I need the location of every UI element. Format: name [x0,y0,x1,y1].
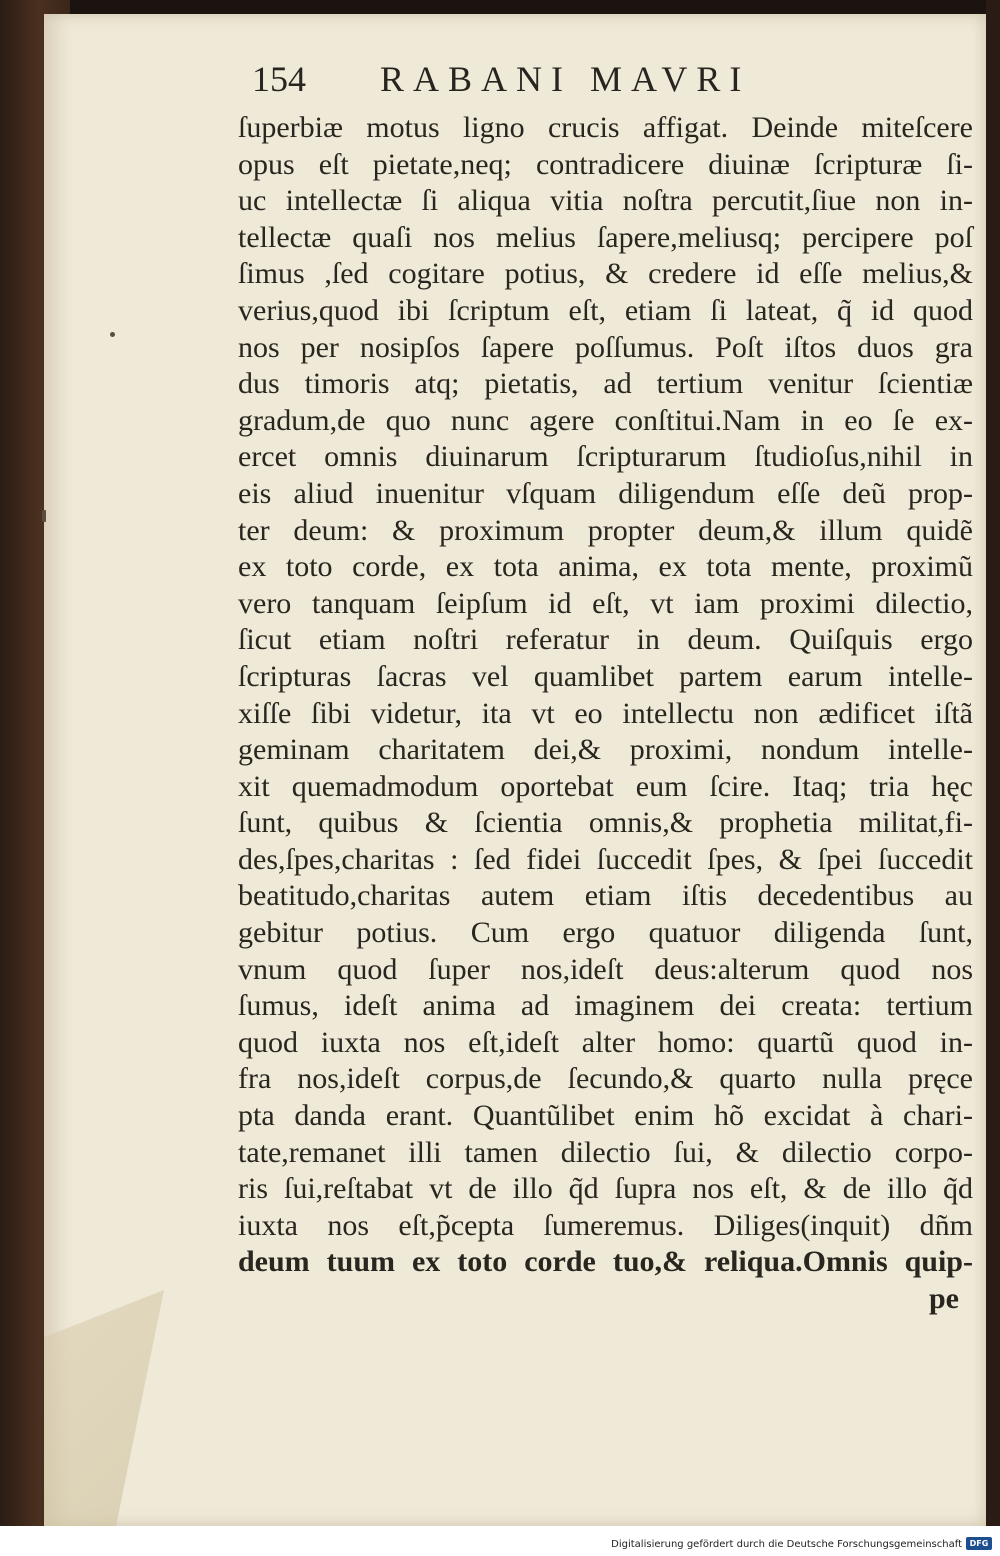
text-line: ſuperbiæ motus ligno crucis affigat. Deinde miteſcere [238,111,973,144]
text-line: eis aliud inuenitur vſquam diligendum eſſe deũ prop- [238,476,973,510]
text-line: xiſſe ſibi videtur, ita vt eo intellectu non ædificet iſtã [238,696,973,730]
text-line: ris ſui,reſtabat vt de illo q̃d ſupra nos eſt, & de illo q̃d [238,1172,973,1206]
text-line: ex toto corde, ex tota anima, ex tota mente, proximũ [238,550,973,584]
text-line: ercet omnis diuinarum ſcripturarum ſtudioſus,nihil in [238,440,973,474]
digitization-credit: Digitalisierung gefördert durch die Deutsche Forschungsgemeinschaft [611,1539,962,1550]
text-line: pta danda erant. Quantũlibet enim hõ excidat à chari- [238,1099,973,1133]
catchword: pe [929,1282,959,1315]
text-line: ter deum: & proximum propter deum,& illum quidẽ [238,513,973,547]
text-line: tellectæ quaſi nos melius ſapere,meliusq; percipere poſ [238,220,973,254]
text-line: iuxta nos eſt,p̃cepta ſumeremus. Diliges(inquit) dñm [238,1208,973,1242]
scan-background-right [986,0,1000,1540]
text-line: ſimus ,ſed cogitare potius, & credere id eſſe melius,& [238,257,973,291]
text-line: gradum,de quo nunc agere conſtitui.Nam in eo ſe ex- [238,403,973,437]
running-title: RABANI MAVRI [380,59,751,99]
page-number: 154 [252,59,306,99]
text-line: ſumus, ideſt anima ad imaginem dei creata: tertium [238,989,973,1023]
text-line: dus timoris atq; pietatis, ad tertium venitur ſcientiæ [238,367,973,401]
text-line: vnum quod ſuper nos,ideſt deus:alterum quod nos [238,952,973,986]
text-line: vero tanquam ſeipſum id eſt, vt iam proximi dilectio, [238,586,973,620]
marginal-mark [110,332,115,337]
text-line: geminam charitatem dei,& proximi, nondum intelle- [238,733,973,767]
text-line: des,ſpes,charitas : ſed fidei ſuccedit ſpes, & ſpei ſuccedit [238,842,973,876]
body-text [238,110,973,1318]
text-line: deum tuum ex toto corde tuo,& reliqua.Omnis quip- [238,1245,973,1279]
text-line: ſunt, quibus & ſcientia omnis,& prophetia militat,fi- [238,806,973,840]
text-line: ſcripturas ſacras vel quamlibet partem earum intelle- [238,659,973,693]
dfg-logo: DFG [966,1537,992,1550]
text-line: quod iuxta nos eſt,ideſt alter homo: quartũ quod in- [238,1025,973,1059]
text-line: nos per nosipſos ſapere poſſumus. Poſt iſtos duos gra [238,330,973,364]
text-line: fra nos,ideſt corpus,de ſecundo,& quarto nulla pręce [238,1062,973,1096]
text-line: xit quemadmodum oportebat eum ſcire. Itaq; tria hęc [238,769,973,803]
text-line: ſicut etiam noſtri referatur in deum. Quiſquis ergo [238,623,973,657]
text-line: beatitudo,charitas autem etiam iſtis decedentibus au [238,879,973,913]
text-line: verius,quod ibi ſcriptum eſt, etiam ſi lateat, q̃ id quod [238,293,973,327]
text-line: tate,remanet illi tamen dilectio ſui, & dilectio corpo- [238,1135,973,1169]
text-line: uc intellectæ ſi aliqua vitia noſtra percutit,ſiue non in- [238,184,973,218]
text-line: gebitur potius. Cum ergo quatuor diligenda ſunt, [238,916,973,950]
footer-bar [0,1526,1000,1556]
marginal-mark [42,510,46,522]
running-head [240,56,980,106]
text-line: opus eſt pietate,neq; contradicere diuinæ ſcripturæ ſi- [238,147,973,181]
